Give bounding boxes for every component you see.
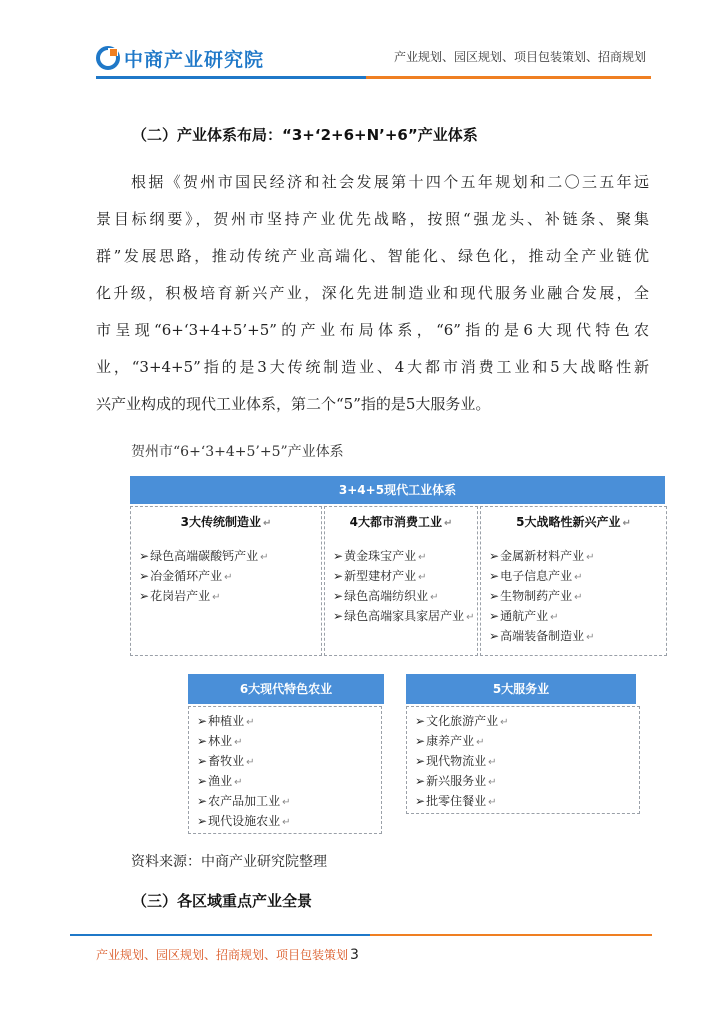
footer-divider-orange [370,934,652,936]
logo-text: 中商产业研究院 [124,48,265,71]
brand-logo [96,44,264,72]
paragraph-line: 兴产业构成的现代工业体系，第二个“5”指的是5大服务业。 [96,395,491,413]
list-item: ➢电子信息产业 ↵ [489,569,583,583]
header-divider-blue [96,76,366,79]
paragraph-line: 市呈现“6+‘3+4+5’+5”的产业布局体系，“6”指的是6大现代特色农 [96,321,649,339]
paragraph-line: 化升级，积极培育新兴产业，深化先进制造业和现代服务业融合发展，全 [96,284,649,302]
column-title: 5大战略性新兴产业 ↵ [516,515,631,529]
list-item: ➢生物制药产业 ↵ [489,589,583,603]
list-item: ➢新型建材产业 ↵ [333,569,427,583]
industrial-system-header: 3+4+5现代工业体系 [130,476,665,504]
list-item: ➢黄金珠宝产业 ↵ [333,549,427,563]
strategic-emerging-industry-box [480,506,667,656]
list-item: ➢渔业 ↵ [197,774,243,788]
list-item: ➢高端装备制造业 ↵ [489,629,595,643]
list-item: ➢绿色高端纺织业 ↵ [333,589,439,603]
services-header: 5大服务业 [406,674,636,704]
list-item: ➢金属新材料产业 ↵ [489,549,595,563]
agriculture-header: 6大现代特色农业 [188,674,384,704]
list-item: ➢林业 ↵ [197,734,243,748]
footer-tagline: 产业规划、园区规划、招商规划、项目包装策划 3 [96,947,359,963]
data-source: 资料来源：中商产业研究院整理 [131,854,327,870]
column-title: 4大都市消费工业 ↵ [349,515,453,529]
list-item: ➢花岗岩产业 ↵ [139,589,221,603]
urban-consumer-industry-box [324,506,478,656]
list-item: ➢现代设施农业 ↵ [197,814,291,828]
header-tagline: 产业规划、园区规划、项目包装策划、招商规划 [393,50,646,64]
traditional-manufacturing-box [130,506,322,656]
logo-icon [96,46,120,70]
page-number: 3 [350,947,359,963]
list-item: ➢种植业 ↵ [197,714,255,728]
figure-caption: 贺州市“6+‘3+4+5’+5”产业体系 [131,444,344,460]
list-item: ➢绿色高端碳酸钙产业 ↵ [139,549,269,563]
agriculture-list [188,706,382,834]
footer-divider-blue [70,934,370,936]
list-item: ➢通航产业 ↵ [489,609,559,623]
list-item: ➢新兴服务业 ↵ [415,774,497,788]
services-list [406,706,640,814]
list-item: ➢农产品加工业 ↵ [197,794,291,808]
list-item: ➢现代物流业 ↵ [415,754,497,768]
paragraph-line: 业，“3+4+5”指的是3大传统制造业、4大都市消费工业和5大战略性新 [96,358,649,376]
list-item: ➢康养产业 ↵ [415,734,485,748]
list-item: ➢绿色高端家具家居产业 ↵ [333,609,475,623]
header-divider-orange [366,76,651,79]
section-heading-3: （三）各区域重点产业全景 [132,892,313,910]
list-item: ➢批零住餐业 ↵ [415,794,497,808]
section-heading-2: （二）产业体系布局：“3+‘2+6+N’+6”产业体系 [132,126,478,144]
list-item: ➢文化旅游产业 ↵ [415,714,509,728]
list-item: ➢冶金循环产业 ↵ [139,569,233,583]
paragraph-line: 根据《贺州市国民经济和社会发展第十四个五年规划和二〇三五年远 [131,173,649,191]
paragraph-line: 景目标纲要》，贺州市坚持产业优先战略，按照“强龙头、补链条、聚集 [96,210,649,228]
column-title: 3大传统制造业 ↵ [180,515,272,529]
list-item: ➢畜牧业 ↵ [197,754,255,768]
paragraph-line: 群”发展思路，推动传统产业高端化、智能化、绿色化，推动全产业链优 [96,247,649,265]
